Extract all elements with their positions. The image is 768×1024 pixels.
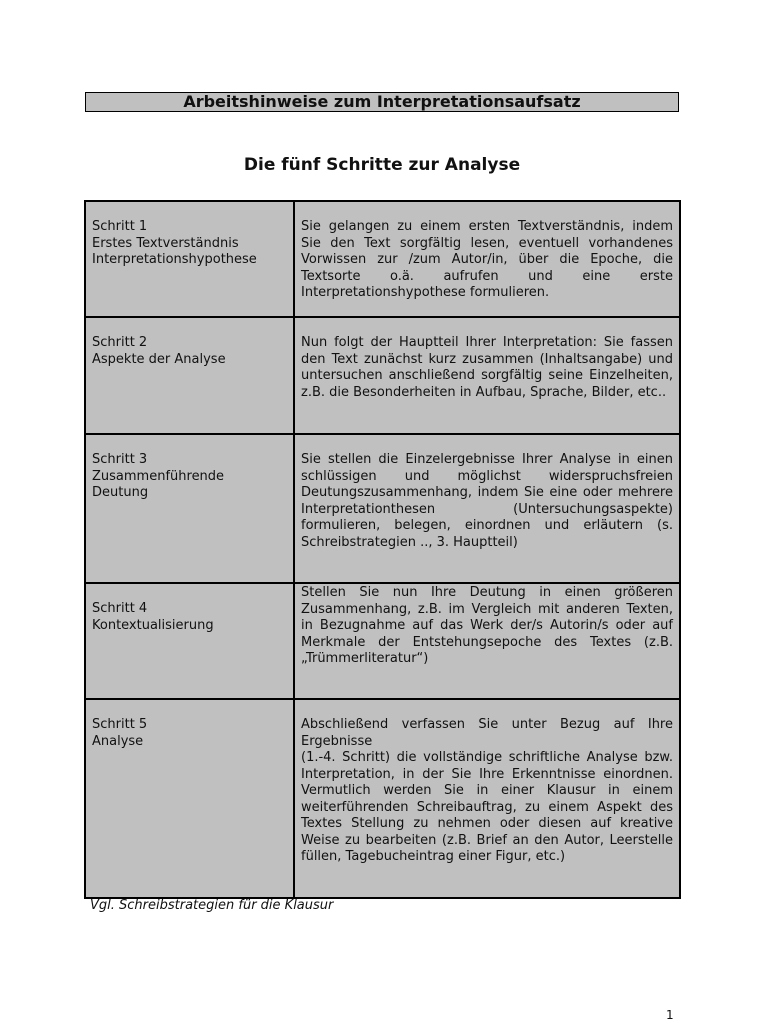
- step-name-line: Kontextualisierung: [92, 617, 214, 633]
- document-subtitle: Die fünf Schritte zur Analyse: [243, 155, 521, 175]
- step-name-cell: [85, 434, 294, 583]
- step-name-line: Analyse: [92, 733, 144, 749]
- document-title-box: [85, 92, 679, 112]
- step-number: Schritt 1: [92, 219, 148, 234]
- step-name-line: Aspekte der Analyse: [92, 351, 226, 367]
- table-row: [85, 201, 680, 317]
- step-description: Stellen Sie nun Ihre Deutung in einen größeren Zusammenhang, z.B. im Vergleich mit anderen Texten, in Bezugnahme auf das Werk der/s Autorin/s oder auf Merkmale der Entstehungsepoche des Textes (z.B. „Trümmerliteratur“): [294, 583, 680, 699]
- page-number: 1: [666, 1008, 674, 1022]
- step-name-cell: [85, 583, 294, 699]
- step-name-cell: [85, 201, 294, 317]
- steps-table: [84, 200, 681, 899]
- step-description: Sie gelangen zu einem ersten Textverständnis, indem Sie den Text sorgfältig lesen, eventuell vorhandenes Vorwissen zur /zum Autor/in, über die Epoche, die Textsorte o.ä. aufrufen und eine erste Interpretationshypothese formulieren.: [294, 201, 680, 317]
- table-row: [85, 699, 680, 898]
- step-name-line: Interpretationshypothese: [92, 252, 257, 267]
- table-row: [85, 434, 680, 583]
- step-name-cell: [85, 699, 294, 898]
- step-name-cell: [85, 317, 294, 434]
- document-title: Arbeitshinweise zum Interpretationsaufsatz: [183, 92, 581, 111]
- step-number: Schritt 4: [92, 601, 148, 616]
- table-row: [85, 317, 680, 434]
- step-description: Sie stellen die Einzelergebnisse Ihrer Analyse in einen schlüssigen und möglichst widerspruchsfreien Deutungszusammenhang, indem Sie eine oder mehrere Interpretationthesen (Untersuchungsaspekte) formulieren, belegen, einordnen und erläutern (s. Schreibstrategien .., 3. Hauptteil): [294, 434, 680, 583]
- table-row: [85, 583, 680, 699]
- step-number: Schritt 3: [92, 452, 148, 467]
- step-description: Nun folgt der Hauptteil Ihrer Interpretation: Sie fassen den Text zunächst kurz zusammen (Inhaltsangabe) und untersuchen anschließend sorgfältig seine Einzelheiten, z.B. die Besonderheiten in Aufbau, Sprache, Bilder, etc..: [294, 317, 680, 434]
- source-caption: Vgl. Schreibstrategien für die Klausur: [90, 898, 334, 913]
- step-name-line: Zusammenführende: [92, 468, 225, 484]
- step-name-line: Deutung: [92, 485, 149, 500]
- step-number: Schritt 2: [92, 335, 148, 350]
- step-description-line: Abschließend verfassen Sie unter Bezug auf Ihre Ergebnisse: [301, 717, 673, 749]
- step-description-line: (1.-4. Schritt) die vollständige schriftliche Analyse bzw. Interpretation, in der Sie Ihre Erkenntnisse einordnen. Vermutlich werden Sie in einer Klausur in einem weiterführenden Schreibauftrag, zu einem Aspekt des Textes Stellung zu nehmen oder diesen auf kreative Weise zu bearbeiten (z.B. Brief an den Autor, Leerstelle füllen, Tagebucheintrag einer Figur, etc.): [301, 750, 673, 864]
- step-name-line: Erstes Textverständnis: [92, 235, 239, 251]
- step-number: Schritt 5: [92, 717, 148, 732]
- step-description-cell: [294, 699, 680, 898]
